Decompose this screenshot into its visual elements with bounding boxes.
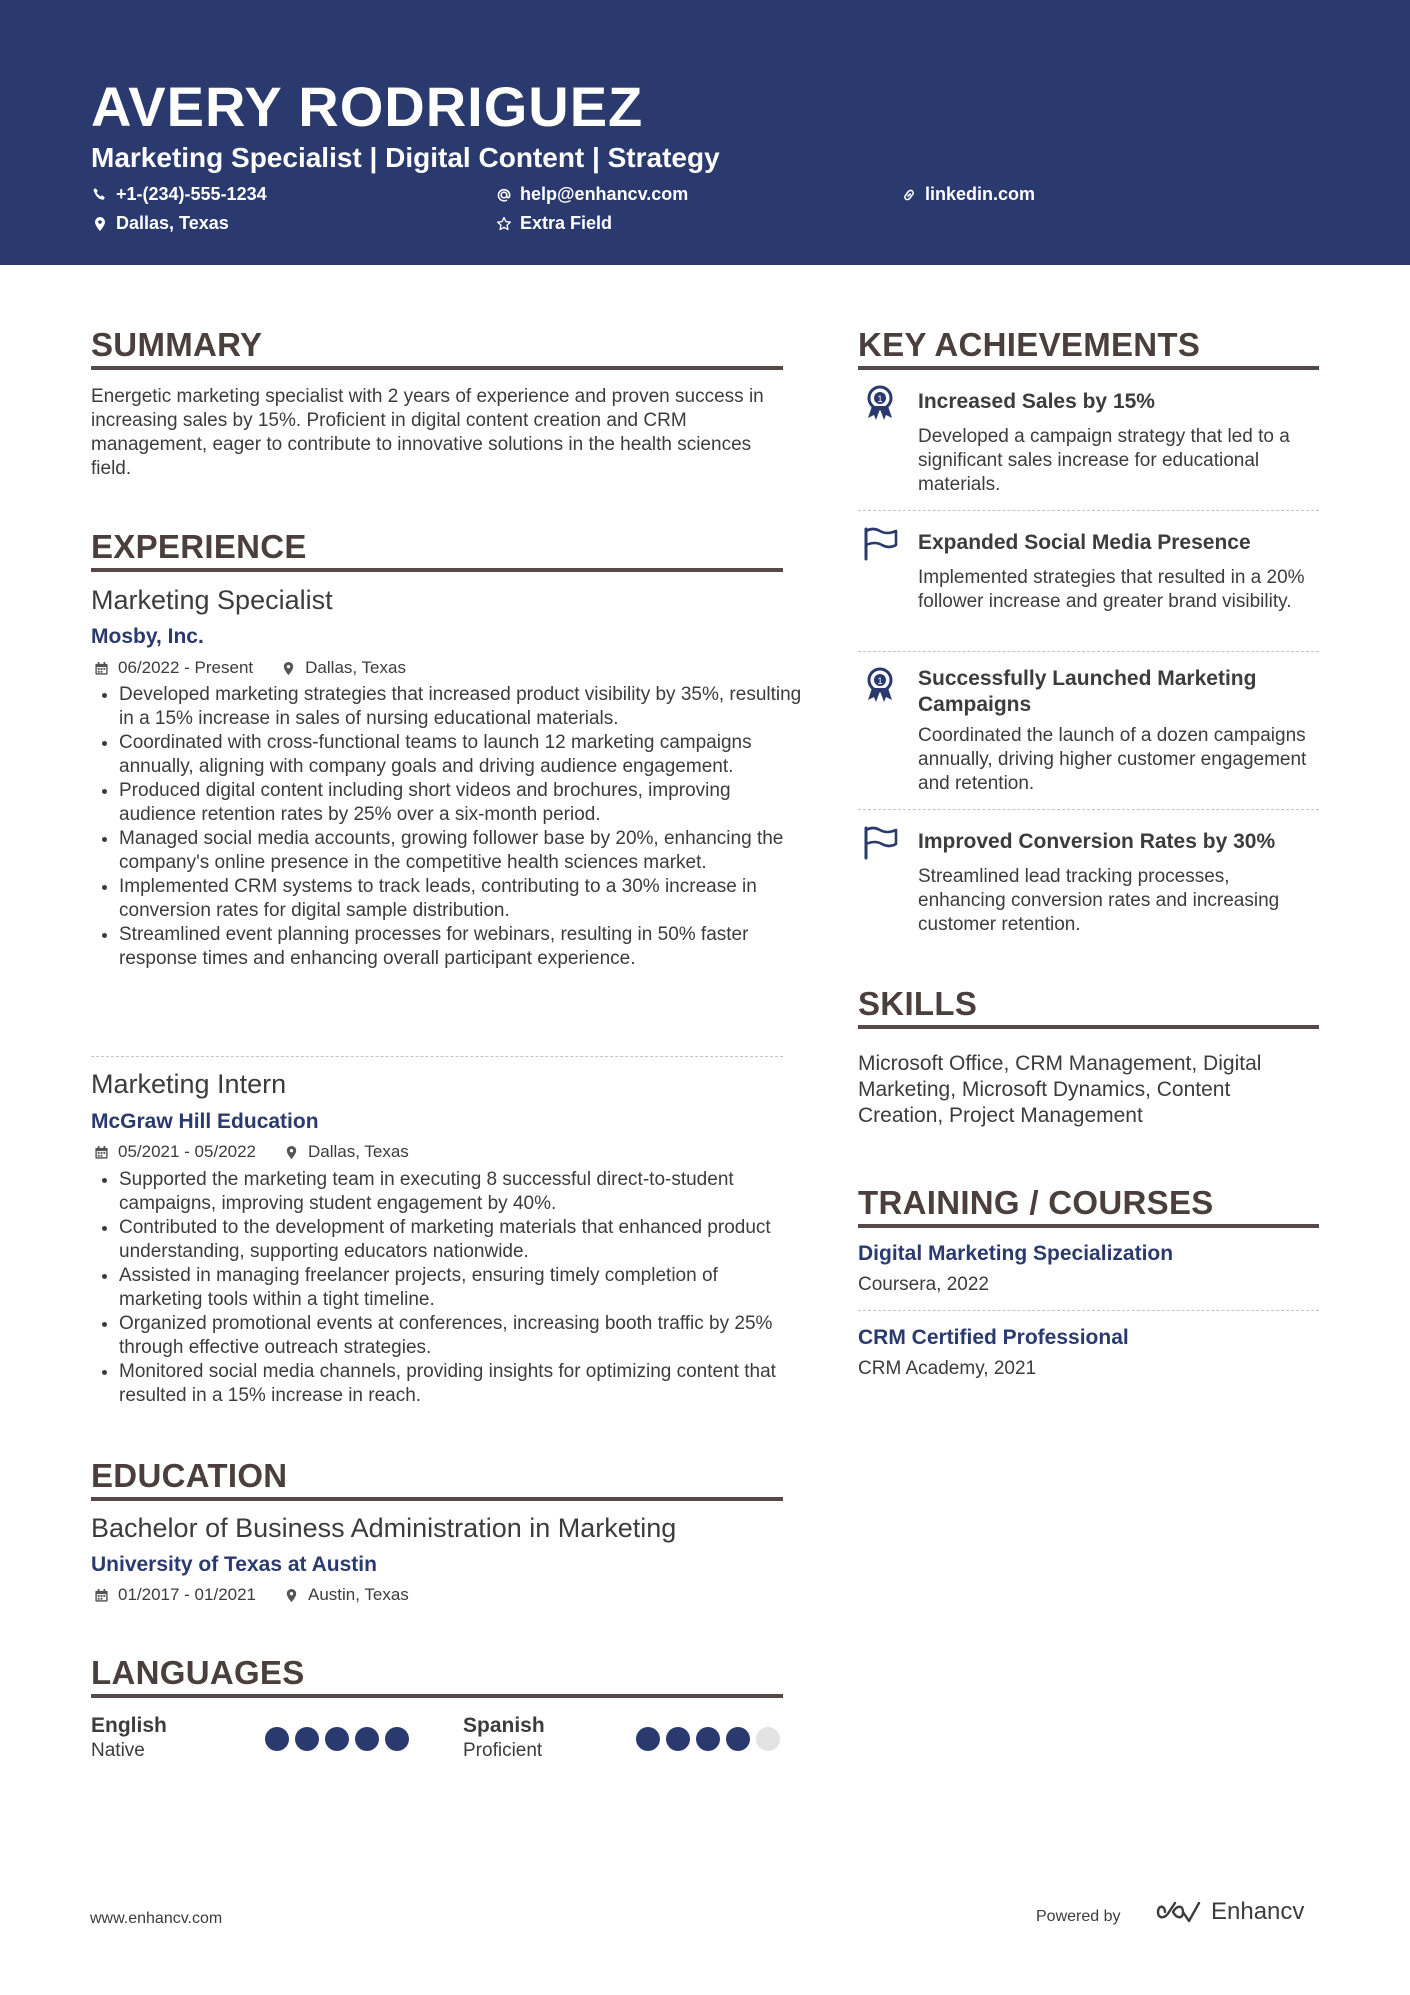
award-ribbon-icon: [862, 384, 898, 422]
languages-heading: LANGUAGES: [91, 1654, 305, 1691]
rating-dot-filled: [696, 1727, 720, 1751]
education-dates: 01/2017 - 01/2021: [118, 1585, 257, 1604]
education-meta: [94, 1585, 409, 1605]
job-meta: [94, 1142, 409, 1162]
calendar-icon: [94, 1588, 109, 1603]
bullet-item: • Coordinated with cross-functional teams to launch 12 marketing campaigns annually, aligning with company goals and driving audience engagement.: [119, 731, 805, 779]
extra-text: Extra Field: [520, 213, 613, 233]
course-title: CRM Certified Professional: [858, 1326, 1129, 1349]
location-text: Dallas, Texas: [116, 213, 229, 233]
experience-heading: EXPERIENCE: [91, 528, 307, 565]
job-location: Dallas, Texas: [308, 1142, 409, 1161]
achievement-desc: Implemented strategies that resulted in a 20% follower increase and greater brand visibility.: [918, 567, 1305, 612]
email-text: help@enhancv.com: [520, 184, 689, 204]
rating-dot-filled: [265, 1727, 289, 1751]
calendar-icon: [94, 661, 109, 676]
location-pin-icon: [284, 1588, 299, 1603]
bullet-item: • Assisted in managing freelancer projects, ensuring timely completion of marketing tools within a tight timeline.: [119, 1264, 805, 1312]
skills-divider: [858, 1025, 1319, 1029]
contact-linkedin: [901, 184, 1035, 205]
language-level: Native: [91, 1740, 145, 1761]
job-dates: 05/2021 - 05/2022: [118, 1142, 257, 1161]
summary-heading: SUMMARY: [91, 326, 263, 363]
job-location: Dallas, Texas: [305, 658, 406, 677]
rating-dot-filled: [726, 1727, 750, 1751]
course-separator: [858, 1310, 1319, 1311]
bullet-item: • Produced digital content including short videos and brochures, improving audience retention rates by 25% over a six-month period.: [119, 779, 805, 827]
brand-name: Enhancv: [1211, 1898, 1305, 1925]
achievement-title: Increased Sales by 15%: [918, 390, 1155, 413]
course-provider: Coursera, 2022: [858, 1274, 989, 1295]
summary-text: Energetic marketing specialist with 2 years of experience and proven success in increasing sales by 15%. Proficient in digital content creation and CRM management, eager to contribute to innovative solutions in the health sciences field.: [91, 386, 764, 479]
achievement-separator: [858, 809, 1319, 810]
flag-icon: [862, 525, 898, 563]
powered-by-label: Powered by: [1036, 1908, 1121, 1925]
bullet-item: • Contributed to the development of marketing materials that enhanced product understanding, supporting educators nationwide.: [119, 1216, 805, 1264]
contact-email: [496, 184, 688, 205]
experience-divider: [91, 568, 783, 572]
rating-dot-filled: [295, 1727, 319, 1751]
linkedin-text: linkedin.com: [925, 184, 1036, 204]
at-icon: [496, 187, 512, 203]
job-role: Marketing Intern: [91, 1069, 287, 1099]
location-pin-icon: [92, 216, 108, 232]
language-name: English: [91, 1714, 167, 1737]
location-pin-icon: [284, 1145, 299, 1160]
training-divider: [858, 1224, 1319, 1228]
achievements-divider: [858, 366, 1319, 370]
achievement-title: Improved Conversion Rates by 30%: [918, 830, 1276, 853]
phone-text: +1-(234)-555-1234: [116, 184, 267, 204]
language-name: Spanish: [463, 1714, 545, 1737]
achievement-separator: [858, 651, 1319, 652]
rating-dot-filled: [385, 1727, 409, 1751]
education-divider: [91, 1497, 783, 1501]
achievement-desc: Developed a campaign strategy that led to a significant sales increase for educational materials.: [918, 426, 1290, 495]
star-icon: [496, 216, 512, 232]
enhancv-logo[interactable]: [1155, 1898, 1304, 1926]
achievement-title: Successfully Launched Marketing Campaigns: [918, 667, 1257, 716]
candidate-name: AVERY RODRIGUEZ: [91, 75, 644, 138]
rating-dot-filled: [636, 1727, 660, 1751]
bullet-item: • Implemented CRM systems to track leads, contributing to a 30% increase in conversion rates for digital sample distribution.: [119, 875, 805, 923]
job-dates: 06/2022 - Present: [118, 658, 254, 677]
job-separator: [91, 1056, 783, 1057]
course-title: Digital Marketing Specialization: [858, 1242, 1174, 1265]
bullet-item: • Monitored social media channels, providing insights for optimizing content that resulted in a 15% increase in reach.: [119, 1360, 805, 1408]
job-meta: [94, 658, 406, 678]
education-location: Austin, Texas: [308, 1585, 409, 1604]
course-provider: CRM Academy, 2021: [858, 1358, 1037, 1379]
language-level: Proficient: [463, 1740, 543, 1761]
award-ribbon-icon: [862, 666, 898, 704]
rating-dot-empty: [756, 1727, 780, 1751]
flag-icon: [862, 824, 898, 862]
contact-extra: [496, 213, 612, 234]
contact-phone: [92, 184, 267, 205]
achievement-separator: [858, 510, 1319, 511]
skills-heading: SKILLS: [858, 985, 978, 1022]
achievement-title: Expanded Social Media Presence: [918, 531, 1251, 554]
job-role: Marketing Specialist: [91, 585, 333, 615]
education-heading: EDUCATION: [91, 1457, 288, 1494]
skills-text: Microsoft Office, CRM Management, Digital Marketing, Microsoft Dynamics, Content Creation, Project Management: [858, 1052, 1262, 1127]
svg-text:1: 1: [877, 394, 883, 404]
contact-location: [92, 213, 229, 234]
bullet-item: • Managed social media accounts, growing follower base by 20%, enhancing the company's online presence in the competitive health sciences market.: [119, 827, 805, 875]
svg-text:1: 1: [877, 676, 883, 686]
resume-header: [0, 0, 1410, 265]
degree-title: Bachelor of Business Administration in Marketing: [91, 1513, 677, 1543]
bullet-item: • Organized promotional events at conferences, increasing booth traffic by 25% through effective outreach strategies.: [119, 1312, 805, 1360]
calendar-icon: [94, 1145, 109, 1160]
enhancv-logo-icon: [1155, 1899, 1203, 1925]
candidate-subtitle: Marketing Specialist | Digital Content | Strategy: [91, 142, 720, 173]
job-bullets: [91, 683, 805, 971]
rating-dot-filled: [355, 1727, 379, 1751]
rating-dot-filled: [325, 1727, 349, 1751]
achievements-heading: KEY ACHIEVEMENTS: [858, 326, 1201, 363]
bullet-item: • Streamlined event planning processes for webinars, resulting in 50% faster response times and enhancing overall participant experience.: [119, 923, 805, 971]
footer-url[interactable]: www.enhancv.com: [90, 1910, 223, 1927]
bullet-item: • Supported the marketing team in executing 8 successful direct-to-student campaigns, improving student engagement by 40%.: [119, 1168, 805, 1216]
bullet-item: • Developed marketing strategies that increased product visibility by 35%, resulting in a 15% increase in sales of nursing educational materials.: [119, 683, 805, 731]
achievement-desc: Streamlined lead tracking processes, enhancing conversion rates and increasing customer retention.: [918, 866, 1280, 935]
achievement-desc: Coordinated the launch of a dozen campaigns annually, driving higher customer engagement and retention.: [918, 725, 1307, 794]
link-icon: [901, 187, 917, 203]
training-heading: TRAINING / COURSES: [858, 1184, 1214, 1221]
rating-dot-filled: [666, 1727, 690, 1751]
language-rating: [636, 1727, 780, 1751]
language-rating: [265, 1727, 409, 1751]
summary-divider: [91, 366, 783, 370]
job-company: Mosby, Inc.: [91, 625, 204, 648]
phone-icon: [92, 187, 108, 203]
languages-divider: [91, 1694, 783, 1698]
job-bullets: [91, 1168, 805, 1408]
location-pin-icon: [281, 661, 296, 676]
school-name: University of Texas at Austin: [91, 1553, 377, 1576]
job-company: McGraw Hill Education: [91, 1110, 319, 1133]
